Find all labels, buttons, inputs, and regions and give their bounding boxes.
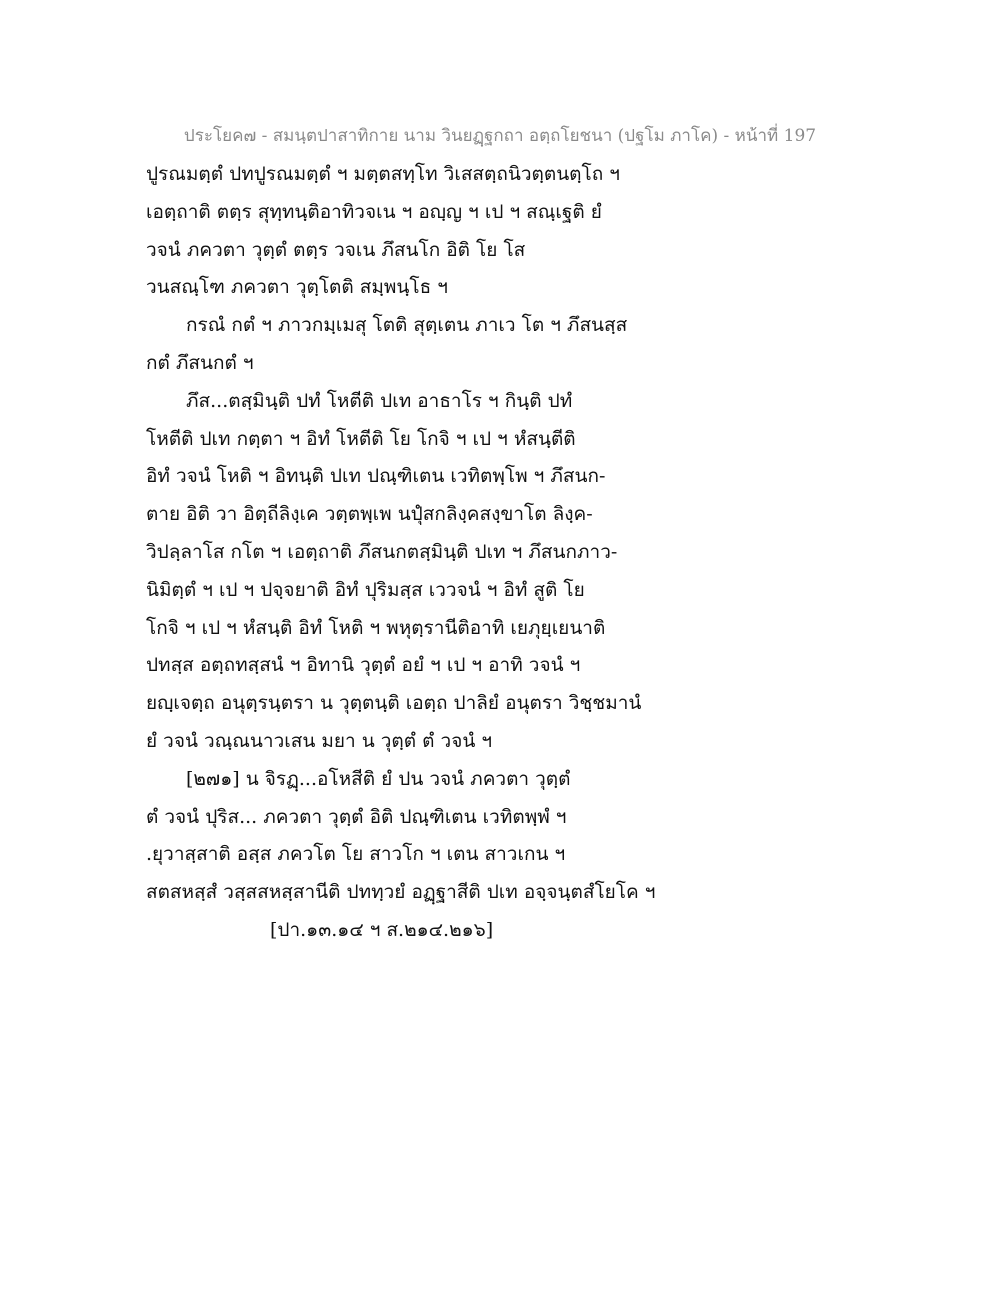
text-line: อิทํ วจนํ โหติ ฯ อิทนฺติ ปเท ปณฺฑิเตน เวทิตพฺโพ ฯ ภึสนก- <box>146 465 606 488</box>
body-text <box>146 156 906 950</box>
text-line: นิมิตฺตํ ฯ เป ฯ ปจฺจยาติ อิทํ ปุริมสฺส เววจนํ ฯ อิทํ สูติ โย <box>146 578 585 601</box>
text-line: ภึส...ตสฺมินฺติ ปทํ โหตีติ ปเท อาธาโร ฯ กินฺติ ปทํ <box>186 389 573 412</box>
text-line: วิปลฺลาโส กโต ฯ เอตฺถาติ ภึสนกตสฺมินฺติ ปเท ฯ ภึสนกภาว- <box>146 540 618 563</box>
text-line: กตํ ภึสนกตํ ฯ <box>146 351 254 374</box>
page-header: ประโยค๗ - สมนฺตปาสาทิกาย นาม วินยฏฺฐกถา อตฺถโยชนา (ปฐโม ภาโค) - หน้าที่ 197 <box>183 126 817 146</box>
text-line: กรณํ กตํ ฯ ภาวกมฺเมสุ โตติ สุตฺเตน ภาเว โต ฯ ภึสนสฺส <box>186 314 628 337</box>
text-line: เอตฺถาติ ตตฺร สุทฺทนฺติอาทิวจเน ฯ อญฺญ ฯ เป ฯ สณฺเฐติ ยํ <box>146 200 602 223</box>
text-line: ยํ วจนํ วณฺณนาวเสน มยา น วุตฺตํ ตํ วจนํ ฯ <box>146 729 493 752</box>
text-line: ตาย อิติ วา อิตฺถีลิงฺเค วตฺตพฺเพ นปุํสกลิงฺคสงฺขาโต ลิงฺค- <box>146 503 593 526</box>
text-line: โหตีติ ปเท กตฺตา ฯ อิทํ โหตีติ โย โกจิ ฯ เป ฯ หํสนฺตีติ <box>146 427 576 450</box>
text-line: โกจิ ฯ เป ฯ หํสนฺติ อิทํ โหติ ฯ พหุตฺรานีติอาทิ เยภุยฺเยนาติ <box>146 616 606 639</box>
text-line: สตสหสฺสํ วสฺสสหสฺสานีติ ปททฺวยํ อฏฺฐาสีติ ปเท อจฺจนฺตสํโยโค ฯ <box>146 881 656 904</box>
text-line: ปูรณมตฺตํ ปทปูรณมตฺตํ ฯ มตฺตสทฺโท วิเสสตฺถนิวตฺตนตฺโถ ฯ <box>146 163 620 185</box>
text-line: วนสณฺโฑ ภควตา วุตฺโตติ สมฺพนฺโธ ฯ <box>146 276 448 299</box>
text-line: วจนํ ภควตา วุตฺตํ ตตฺร วจเน ภึสนโก อิติ โย โส <box>146 238 526 261</box>
text-line: ตํ วจนํ ปุริส... ภควตา วุตฺตํ อิติ ปณฺฑิเตน เวทิตพฺพํ ฯ <box>146 805 567 828</box>
reference-line: [ปา.๑๓.๑๔ ฯ ส.๒๑๔.๒๑๖] <box>270 918 494 941</box>
text-line: ยญฺเจตฺถ อนุตฺรนฺตรา น วุตฺตนฺติ เอตฺถ ปาลิยํ อนุตรา วิชฺชมานํ <box>146 692 642 715</box>
text-line: ปทสฺส อตฺถทสฺสนํ ฯ อิทานิ วุตฺตํ อยํ ฯ เป ฯ อาทิ วจนํ ฯ <box>146 654 581 677</box>
text-line: [๒๗๑] น จิรฏฺ...อโหสีติ ยํ ปน วจนํ ภควตา วุตฺตํ <box>186 767 571 790</box>
text-line: .ยุวาสฺสาติ อสฺส ภควโต โย สาวโก ฯ เตน สาวเกน ฯ <box>146 843 566 866</box>
